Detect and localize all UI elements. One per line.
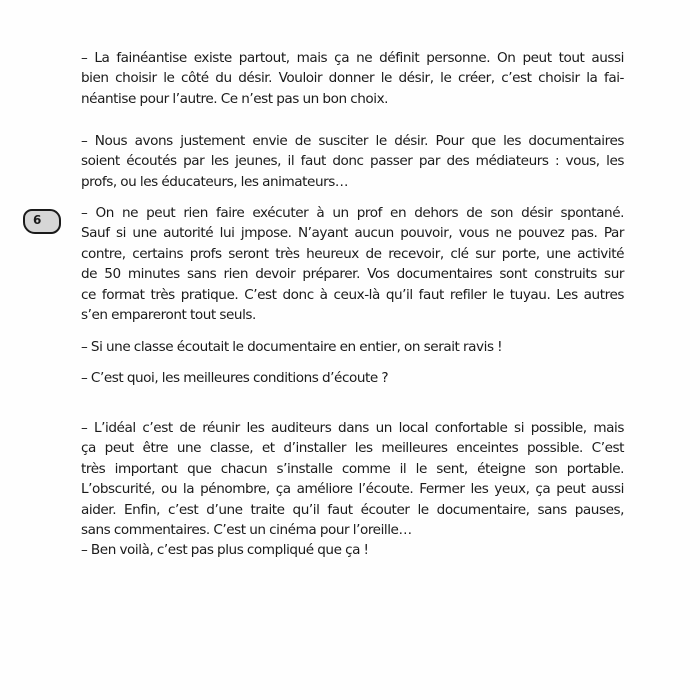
- text-line: de 50 minutes sans rien devoir préparer. Vos documentaires sont construits sur: [81, 266, 624, 283]
- paragraph-6: [81, 418, 624, 540]
- page-number: 6: [33, 213, 42, 227]
- paragraph-5: [81, 368, 624, 388]
- text-line: ça peut être une classe, et d’installer les meilleures enceintes possible. C’est: [81, 440, 624, 457]
- paragraph-2: [81, 131, 624, 192]
- text-line: sans commentaires. C’est un cinéma pour l’oreille…: [81, 521, 412, 538]
- text-line: soient écoutés par les jeunes, il faut donc passer par des médiateurs : vous, les: [81, 153, 624, 170]
- paragraph-7: [81, 540, 624, 560]
- text-line: – Ben voilà, c’est pas plus compliqué que ça !: [81, 542, 369, 558]
- paragraph-3: [81, 203, 624, 325]
- text-line: – La fainéantise existe partout, mais ça ne définit personne. On peut tout aussi: [81, 50, 624, 66]
- text-line: néantise pour l’autre. Ce n’est pas un bon choix.: [81, 90, 389, 107]
- text-line: contre, certains profs seront très heureux de recevoir, clé sur porte, une activité: [81, 245, 624, 262]
- paragraph-1: [81, 48, 624, 109]
- text-line: L’obscurité, ou la pénombre, ça améliore l’écoute. Fermer les yeux, ça peut aussi: [81, 481, 624, 498]
- paragraph-4: [81, 337, 624, 357]
- text-line: – Nous avons justement envie de susciter le désir. Pour que les documentaires: [81, 133, 624, 149]
- page-number-badge: [23, 209, 61, 234]
- text-line: Sauf si une autorité lui jmpose. N’ayant aucun pouvoir, vous ne pouvez pas. Par: [81, 225, 624, 242]
- text-line: très important que chacun s’installe comme il le sent, éteigne son portable.: [81, 460, 624, 477]
- text-line: – On ne peut rien faire exécuter à un prof en dehors de son désir spontané.: [81, 205, 624, 221]
- text-line: – Si une classe écoutait le documentaire en entier, on serait ravis !: [81, 339, 503, 355]
- text-line: ce format très pratique. C’est donc à ceux-là qu’il faut refiler le tuyau. Les autres: [81, 286, 624, 303]
- text-line: – C’est quoi, les meilleures conditions d’écoute ?: [81, 370, 389, 386]
- text-line: bien choisir le côté du désir. Vouloir donner le désir, le créer, c’est choisir la fai-: [81, 70, 624, 87]
- text-line: s’en empareront tout seuls.: [81, 306, 256, 323]
- text-line: profs, ou les éducateurs, les animateurs…: [81, 173, 349, 190]
- text-line: – L’idéal c’est de réunir les auditeurs dans un local confortable si possible, mais: [81, 420, 624, 436]
- text-line: aider. Enfin, c’est d’une traite qu’il faut écouter le documentaire, sans pauses,: [81, 501, 624, 518]
